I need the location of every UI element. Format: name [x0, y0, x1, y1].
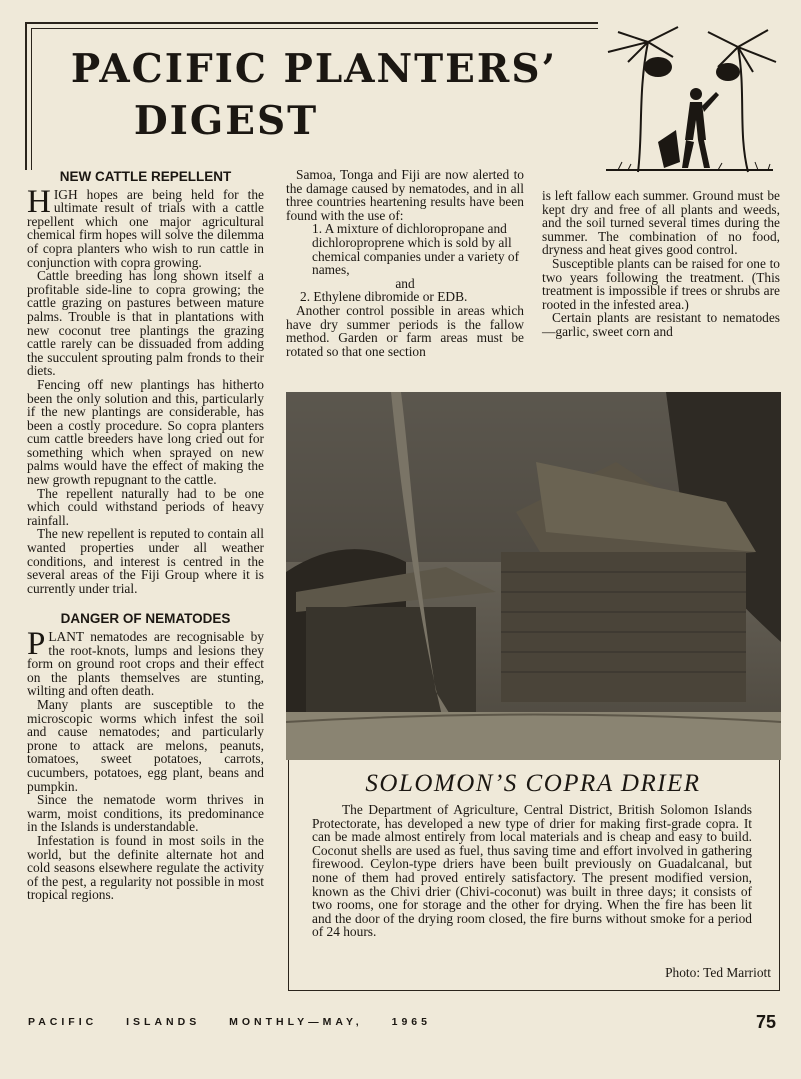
photo-caption: The Department of Agriculture, Central District, British Solomon Islands Protectorate, has developed a new type of drier for making first-grade copra. It can be made almost entirely from local materials and is cheap and easy to build. Coconut shells are used as fuel, thus saving time and effort involved in gathering firewood. Ceylon-type driers have been built previously on Guadalcanal, but none of them had proved entirely satisfactory. The present modified version, known as the Chivi drier (Chivi-coconut) was built in three days; it consists of two rooms, one for storage and the other for drying. When the fire has been lit and the door of the drying room closed, the fire burns without smoke for a period of 24 hours. — [312, 802, 752, 940]
cattle-paragraph-5: The new repellent is reputed to contain all wanted properties under all weather conditions, and interest is centred in the several areas of the Fiji Group where it is currently under trial. — [27, 526, 264, 596]
footer-publication: PACIFIC ISLANDS MONTHLY—MAY, 1965 — [28, 1016, 431, 1028]
planter-illustration — [598, 22, 780, 174]
nematodes-paragraph-6: Another control possible in areas which have dry summer periods is the fallow method. Garden or farm areas must be rotated so that one section — [286, 302, 524, 359]
column-1 — [27, 170, 264, 902]
masthead-title-line2: DIGEST — [133, 98, 319, 144]
nematodes-list-item-2: 2. Ethylene dibromide or EDB. — [300, 289, 468, 305]
cattle-paragraph-1: IGH hopes are being held for the ultimate result of trials with a cattle repellent which one major agricultural chemical firm hopes will solve the dilemma of copra planters who wish to run cattle in conjunction with copra growing. — [27, 186, 264, 270]
copra-drier-photo — [286, 392, 781, 760]
page-number: 75 — [756, 1012, 777, 1032]
nematodes-list-and: and — [395, 275, 415, 291]
heading-cattle-repellent: NEW CATTLE REPELLENT — [59, 169, 232, 184]
heading-danger-of-nematodes: DANGER OF NEMATODES — [60, 611, 231, 627]
cattle-paragraph-3: Fencing off new plantings has hitherto been the only solution and this, particularly if the new plantings are considerable, has been a costly procedure. So copra planters cum cattle breeders have long cried out for something which when sprayed on new palms would have the effect of making the new growth repugnant to the cattle. — [27, 376, 264, 488]
column-3 — [542, 189, 780, 339]
nematodes-paragraph-5: Samoa, Tonga and Fiji are now alerted to the damage caused by nematodes, and in all three countries heartening results have been found with the use of: — [286, 167, 524, 223]
nematodes-paragraph-9: Certain plants are resistant to nematodes—garlic, sweet corn and — [542, 310, 780, 339]
photo-credit: Photo: Ted Marriott — [665, 965, 771, 980]
column-2 — [286, 168, 524, 358]
photo-title: SOLOMON’S COPRA DRIER — [365, 770, 701, 797]
nematodes-paragraph-4: Infestation is found in most soils in the world, but the definite alternate hot and cold seasons elsewhere regulate the activity of the pest, a regularity not possible in most tropical regions. — [27, 832, 264, 903]
cattle-paragraph-2: Cattle breeding has long shown itself a profitable side-line to copra growing; the cattle grazing on pastures between mature palms. Trouble is that in plantations with new coconut tree plantings the grazing cattle rarely can be dissuaded from adding the succulent sprouting palm fronds to their diets. — [27, 268, 264, 379]
nematodes-list-item-1: 1. A mixture of dichloropropane and dichloroproprene which is sold by all chemical companies under a variety of names, — [312, 221, 520, 278]
nematodes-paragraph-8: Susceptible plants can be raised for one to two years following the treatment. (This treatment is impossible if trees or shrubs are rooted in the infested area.) — [542, 255, 780, 312]
drop-cap-h: H — [27, 183, 51, 220]
nematodes-paragraph-1: LANT nematodes are recognisable by the root-knots, lumps and lesions they form on ground root crops and their effect on the plants themselves are stunting, wilting and often death. — [27, 629, 264, 699]
cattle-paragraph-4: The repellent naturally had to be one which could withstand periods of heavy rainfall. — [27, 485, 264, 528]
nematodes-paragraph-2: Many plants are susceptible to the microscopic worms which infest the soil and cause nematodes; and particularly prone to attack are melons, peanuts, tomatoes, sweet potatoes, carrots, cucumbers, potatoes, egg plant, beans and pumpkin. — [27, 696, 264, 794]
masthead-frame — [25, 22, 600, 170]
nematodes-paragraph-7: is left fallow each summer. Ground must be kept dry and free of all plants and weeds, and the soil turned several times during the summer. The combination of no food, dryness and heat gives good control. — [542, 188, 780, 258]
masthead-title-line1: PACIFIC PLANTERS’ — [70, 46, 558, 92]
nematodes-paragraph-3: Since the nematode worm thrives in warm, moist conditions, its predominance in the Islands is understandable. — [27, 792, 264, 835]
drop-cap-p: P — [27, 626, 46, 662]
